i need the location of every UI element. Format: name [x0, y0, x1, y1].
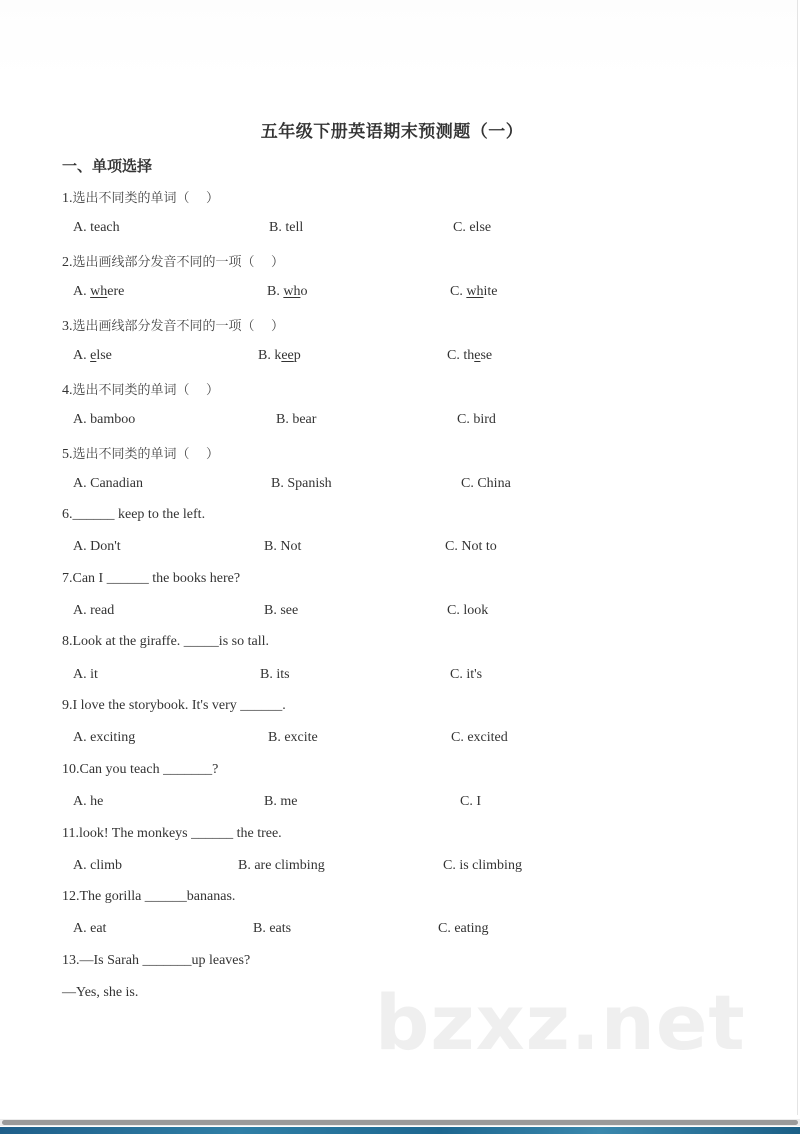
question-number: 1.: [62, 191, 73, 206]
q1-option-a[interactable]: A. teach: [73, 220, 120, 235]
q4-option-c[interactable]: C. bird: [457, 412, 496, 427]
q11-option-b[interactable]: B. are climbing: [238, 858, 325, 873]
question-number: 2.: [62, 255, 73, 270]
q1-option-c[interactable]: C. else: [453, 220, 492, 235]
q10-option-c[interactable]: C. I: [460, 794, 481, 809]
q9-option-a[interactable]: A. exciting: [73, 730, 136, 745]
option-pre: k: [274, 348, 282, 363]
q8-option-c[interactable]: C. it's: [450, 667, 483, 682]
q2-option-c[interactable]: [450, 284, 497, 300]
taskbar-strip: [0, 1127, 800, 1134]
question-10: [62, 762, 218, 778]
underlined-letters: e: [474, 348, 481, 363]
question-number: 12.: [62, 889, 80, 904]
q5-option-b[interactable]: B. Spanish: [271, 476, 332, 491]
q10-option-a[interactable]: A. he: [73, 794, 104, 809]
scrollbar-thumb[interactable]: [2, 1120, 798, 1125]
question-1: [62, 187, 219, 207]
q3-option-b[interactable]: [258, 348, 301, 364]
option-prefix: B.: [258, 348, 275, 363]
q7-option-a[interactable]: A. read: [73, 603, 115, 618]
option-rest: se: [480, 348, 493, 363]
question-stem: 选出不同类的单词（ ）: [72, 191, 220, 206]
question-8: [62, 634, 269, 650]
underlined-letters: wh: [90, 284, 108, 299]
option-prefix: A.: [73, 284, 91, 299]
question-5: [62, 443, 219, 463]
question-12: [62, 889, 235, 905]
document-title: 五年级下册英语期末预测题（一）: [260, 122, 524, 142]
question-9: [62, 698, 286, 714]
q3-option-c[interactable]: [447, 348, 492, 364]
option-pre: th: [463, 348, 475, 363]
q4-option-a[interactable]: A. bamboo: [73, 412, 136, 427]
section-heading: 一、单项选择: [62, 157, 153, 175]
question-number: 3.: [62, 319, 73, 334]
q8-option-a[interactable]: A. it: [73, 667, 98, 682]
q6-option-c[interactable]: C. Not to: [445, 539, 497, 554]
question-number: 8.: [62, 634, 73, 649]
question-stem: 选出画线部分发音不同的一项（ ）: [72, 319, 285, 334]
q4-option-b[interactable]: B. bear: [276, 412, 317, 427]
q3-option-a[interactable]: [73, 348, 112, 364]
question-7: [62, 571, 240, 587]
horizontal-scrollbar[interactable]: [0, 1119, 800, 1126]
question-number: 4.: [62, 383, 73, 398]
option-rest: p: [293, 348, 301, 363]
option-rest: ite: [483, 284, 498, 299]
q11-option-c[interactable]: C. is climbing: [443, 858, 522, 873]
question-stem: Can you teach _______?: [79, 762, 219, 777]
option-prefix: B.: [267, 284, 284, 299]
option-prefix: C.: [450, 284, 467, 299]
question-3: [62, 315, 284, 335]
option-rest: o: [300, 284, 308, 299]
q13-answer-line: —Yes, she is.: [62, 985, 139, 1000]
question-stem: look! The monkeys ______ the tree.: [78, 826, 282, 841]
question-stem: 选出不同类的单词（ ）: [72, 383, 220, 398]
question-stem: I love the storybook. It's very ______.: [72, 698, 286, 713]
question-number: 13.: [62, 953, 80, 968]
q2-option-a[interactable]: [73, 284, 124, 300]
question-number: 6.: [62, 507, 73, 522]
q6-option-b[interactable]: B. Not: [264, 539, 302, 554]
q7-option-c[interactable]: C. look: [447, 603, 489, 618]
question-6: [62, 507, 205, 523]
question-number: 5.: [62, 447, 73, 462]
question-number: 7.: [62, 571, 73, 586]
q6-option-a[interactable]: A. Don't: [73, 539, 121, 554]
question-stem: —Is Sarah _______up leaves?: [79, 953, 251, 968]
q5-option-a[interactable]: A. Canadian: [73, 476, 143, 491]
option-prefix: A.: [73, 348, 91, 363]
q12-option-c[interactable]: C. eating: [438, 921, 489, 936]
q8-option-b[interactable]: B. its: [260, 667, 290, 682]
q7-option-b[interactable]: B. see: [264, 603, 299, 618]
question-number: 11.: [62, 826, 79, 841]
q12-option-a[interactable]: A. eat: [73, 921, 107, 936]
option-rest: lse: [96, 348, 112, 363]
q9-option-c[interactable]: C. excited: [451, 730, 508, 745]
underlined-letters: ee: [281, 348, 294, 363]
question-number: 10.: [62, 762, 80, 777]
underlined-letters: wh: [466, 284, 484, 299]
underlined-letters: e: [90, 348, 97, 363]
q10-option-b[interactable]: B. me: [264, 794, 298, 809]
question-stem: Can I ______ the books here?: [72, 571, 241, 586]
question-stem: ______ keep to the left.: [72, 507, 206, 522]
q9-option-b[interactable]: B. excite: [268, 730, 318, 745]
question-stem: Look at the giraffe. _____is so tall.: [72, 634, 269, 649]
question-13: [62, 953, 250, 969]
question-stem: 选出不同类的单词（ ）: [72, 447, 220, 462]
question-number: 9.: [62, 698, 73, 713]
question-11: [62, 826, 282, 842]
option-prefix: C.: [447, 348, 464, 363]
question-4: [62, 379, 219, 399]
q2-option-b[interactable]: [267, 284, 307, 300]
q5-option-c[interactable]: C. China: [461, 476, 511, 491]
q12-option-b[interactable]: B. eats: [253, 921, 292, 936]
q1-option-b[interactable]: B. tell: [269, 220, 304, 235]
underlined-letters: wh: [283, 284, 301, 299]
q11-option-a[interactable]: A. climb: [73, 858, 122, 873]
question-stem: 选出画线部分发音不同的一项（ ）: [72, 255, 285, 270]
watermark: bzxz.net: [375, 978, 746, 1067]
question-2: [62, 251, 284, 271]
option-rest: ere: [107, 284, 125, 299]
question-stem: The gorilla ______bananas.: [79, 889, 236, 904]
